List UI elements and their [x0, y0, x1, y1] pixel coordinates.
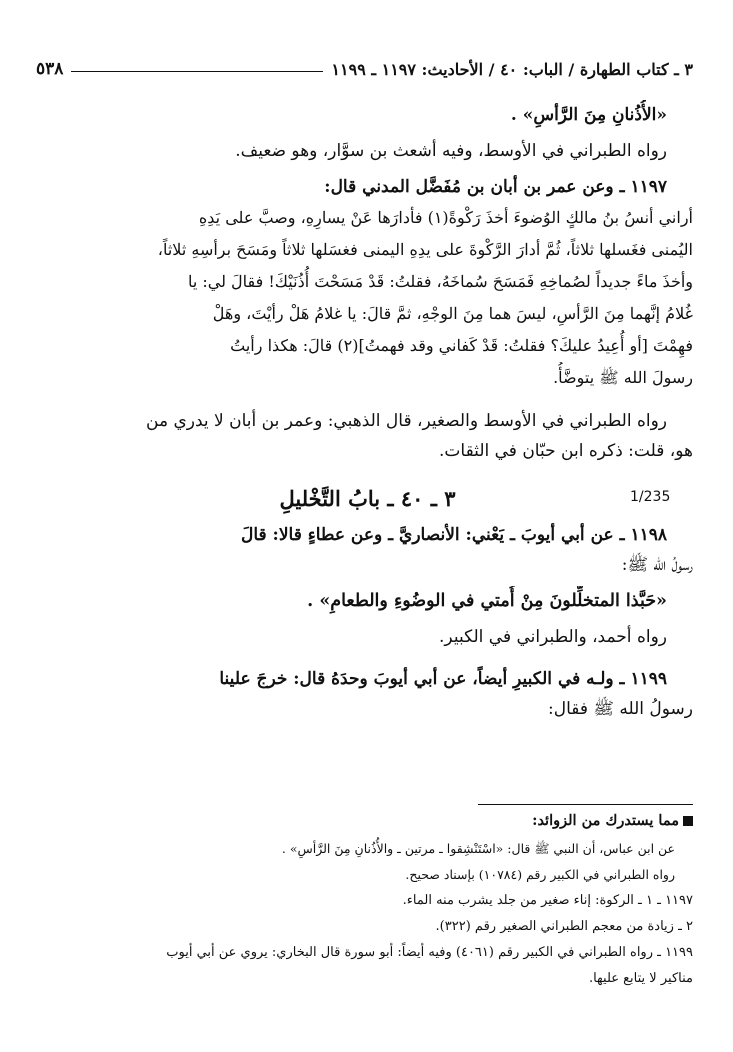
page-number: ٥٣٨: [36, 59, 64, 79]
footnotes: [36, 806, 693, 992]
page-header: [36, 56, 693, 82]
narration-note: رواه أحمد، والطبراني في الكبير.: [439, 627, 667, 647]
footnote-line: عن ابن عباس، أن النبي ﷺ قال: «اسْتَنْشِقوا ـ مرتين ـ والأُذُنانِ مِنَ الرَّأسِ» .: [281, 841, 675, 856]
narration-note: رواه الطبراني في الأوسط، وفيه أشعث بن سوَّار، وهو ضعيف.: [235, 141, 667, 161]
footnote-line: رواه الطبراني في الكبير رقم (١٠٧٨٤) بإسناد صحيح.: [405, 867, 675, 882]
hadith-1197-line: وأخذَ ماءً جديداً لصُماخِهِ فَمَسَحَ سُماخَهُ، فقلتُ: قَدْ مَسَحْتَ أُذُنَيْكَ! فقالَ لي: يا: [187, 272, 693, 291]
main-text: [42, 100, 693, 724]
hadith-1198-line: رسولُ الله ﷺ:: [621, 555, 693, 575]
hadith-1197-line: غُلامُ إنَّهما مِنَ الرَّأسِ، ليسَ هما مِنَ الوجْهِ، ثمَّ قالَ: يا غلامُ هَلْ رأيْتَ، وهَلْ: [212, 304, 693, 323]
footnotes-title: [36, 806, 693, 836]
narration-note: هو، قلت: ذكره ابن حبّان في الثقات.: [439, 441, 693, 461]
hadith-1197-line: رسولَ الله ﷺ يتوضَّأُ.: [553, 368, 693, 387]
quote-line: «الأُذُنانِ مِنَ الرَّأسِ» .: [510, 105, 667, 125]
hadith-1199-line: رسولُ الله ﷺ فقال:: [548, 699, 693, 719]
footnote-line: مناكير لا يتابع عليها.: [588, 971, 693, 986]
hadith-1197-line: اليُمنى فغَسلها ثلاثاً، ثُمَّ أدارَ الرَّكْوةَ على يدِهِ اليمنى فغسَلها ثلاثاً ومَسَحَ برأسِهِ ثلاثاً،: [157, 240, 693, 259]
quote-line: «حَبَّذا المتخلِّلونَ مِنْ أُمتي في الوضُوءِ والطعامِ» .: [307, 591, 667, 611]
square-bullet-icon: [683, 816, 693, 826]
narration-note: رواه الطبراني في الأوسط والصغير، قال الذهبي: وعمر بن أبان لا يدري من: [146, 411, 667, 431]
hadith-1197-heading: ١١٩٧ ـ وعن عمر بن أبان بن مُفَضَّل المدني قال:: [324, 177, 667, 197]
hadith-1197-line: أراني أنسُ بنُ مالكٍ الوُضوءَ أخذَ رَكْوةً(١) فأدارَها عَنْ يسارِهِ، وصبَّ على يَدِهِ: [198, 208, 693, 227]
footnote-line: ١١٩٩ ـ رواه الطبراني في الكبير رقم (٤٠٦١) وفيه أيضاً: أبو سورة قال البخاري: يروي عن أبي أيوب: [166, 945, 693, 960]
footnote-line: ١١٩٧ ـ ١ ـ الركوة: إناء صغير من جلد يشرب منه الماء.: [402, 893, 693, 908]
hadith-1197-line: فهِمْتَ [أو أُعِيدُ عليكَ؟ فقلتُ: قَدْ كَفاني وقد فهمتُ](٢) قالَ: هكذا رأيتُ: [230, 336, 693, 355]
hadith-1198-heading: ١١٩٨ ـ عن أبي أيوبَ ـ يَعْني: الأنصاريَّ ـ وعن عطاءٍ قالا: قالَ: [240, 525, 667, 545]
hadith-1199-heading: ١١٩٩ ـ ولـه في الكبيرِ أيضاً، عن أبي أيوبَ وحدَهُ قال: خرجَ علينا: [219, 669, 667, 689]
margin-reference: 1/235: [630, 489, 671, 505]
running-title: ٣ ـ كتاب الطهارة / الباب: ٤٠ / الأحاديث: ١١٩٧ ـ ١١٩٩: [331, 59, 693, 79]
footnotes-title-text: مما يستدرك من الزوائد:: [532, 812, 679, 829]
chapter-heading: ٣ ـ ٤٠ ـ بابُ التَّخْليلِ: [279, 486, 456, 511]
footnote-line: ٢ ـ زيادة من معجم الطبراني الصغير رقم (٣٢٢).: [435, 919, 693, 934]
header-rule: [71, 71, 323, 72]
footnote-rule: [478, 804, 693, 805]
